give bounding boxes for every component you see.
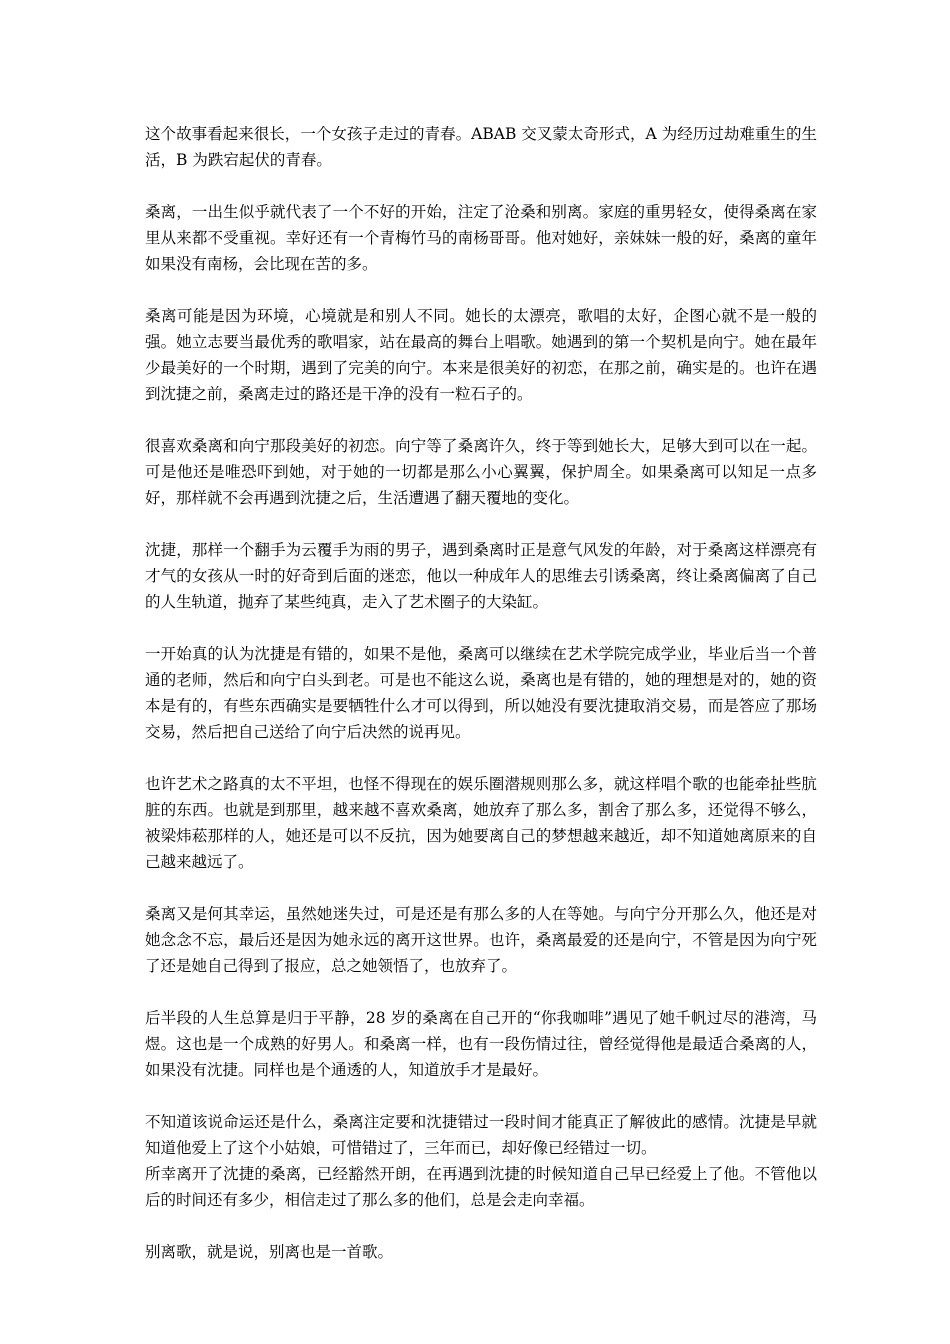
paragraph-6 — [145, 641, 817, 745]
paragraph-7 — [145, 771, 817, 875]
paragraph-3 — [145, 303, 817, 407]
paragraph-text: 所幸离开了沈捷的桑离，已经豁然开朗，在再遇到沈捷的时候知道自己早已经爱上了他。不管他以后的时间还有多少，相信走过了那么多的他们，总是会走向幸福。 — [145, 1165, 817, 1209]
paragraph-text: 很喜欢桑离和向宁那段美好的初恋。向宁等了桑离许久，终于等到她长大，足够大到可以在一起。可是他还是唯恐吓到她，对于她的一切都是那么小心翼翼，保护周全。如果桑离可以知足一点多好，那样就不会再遇到沈捷之后，生活遭遇了翻天覆地的变化。 — [145, 437, 817, 507]
paragraph-text: 一开始真的认为沈捷是有错的，如果不是他，桑离可以继续在艺术学院完成学业，毕业后当一个普通的老师，然后和向宁白头到老。可是也不能这么说，桑离也是有错的，她的理想是对的，她的资本是有的，有些东西确实是要牺牲什么才可以得到，所以她没有要沈捷取消交易，而是答应了那场交易，然后把自己送给了向宁后决然的说再见。 — [145, 645, 817, 741]
paragraph-text: 这个故事看起来很长，一个女孩子走过的青春。ABAB 交叉蒙太奇形式，A 为经历过劫难重生的生活，B 为跌宕起伏的青春。 — [145, 125, 817, 169]
paragraph-text: 也许艺术之路真的太不平坦，也怪不得现在的娱乐圈潜规则那么多，就这样唱个歌的也能牵扯些肮脏的东西。也就是到那里，越来越不喜欢桑离，她放弃了那么多，割舍了那么多，还觉得不够么，被梁炜菘那样的人，她还是可以不反抗，因为她要离自己的梦想越来越近，却不知道她离原来的自己越来越远了。 — [145, 775, 817, 871]
paragraph-4 — [145, 433, 817, 511]
paragraph-9 — [145, 1005, 817, 1083]
paragraph-11 — [145, 1239, 817, 1265]
paragraph-text: 桑离，一出生似乎就代表了一个不好的开始，注定了沧桑和别离。家庭的重男轻女，使得桑离在家里从来都不受重视。幸好还有一个青梅竹马的南杨哥哥。他对她好，亲妹妹一般的好，桑离的童年如果没有南杨，会比现在苦的多。 — [145, 203, 817, 273]
paragraph-text: 不知道该说命运还是什么，桑离注定要和沈捷错过一段时间才能真正了解彼此的感情。沈捷是早就知道他爱上了这个小姑娘，可惜错过了，三年而已，却好像已经错过一切。 — [145, 1113, 817, 1157]
document-body — [145, 121, 817, 1291]
paragraph-10 — [145, 1109, 817, 1213]
paragraph-8 — [145, 901, 817, 979]
paragraph-text: 别离歌，就是说，别离也是一首歌。 — [145, 1243, 394, 1261]
paragraph-5 — [145, 537, 817, 615]
paragraph-text: 桑离可能是因为环境，心境就是和别人不同。她长的太漂亮，歌唱的太好，企图心就不是一般的强。她立志要当最优秀的歌唱家，站在最高的舞台上唱歌。她遇到的第一个契机是向宁。她在最年少最美好的一个时期，遇到了完美的向宁。本来是很美好的初恋，在那之前，确实是的。也许在遇到沈捷之前，桑离走过的路还是干净的没有一粒石子的。 — [145, 307, 817, 403]
paragraph-1 — [145, 121, 817, 173]
paragraph-text: 沈捷，那样一个翻手为云覆手为雨的男子，遇到桑离时正是意气风发的年龄，对于桑离这样漂亮有才气的女孩从一时的好奇到后面的迷恋，他以一种成年人的思维去引诱桑离，终让桑离偏离了自己的人生轨道，抛弃了某些纯真，走入了艺术圈子的大染缸。 — [145, 541, 817, 611]
paragraph-text: 桑离又是何其幸运，虽然她迷失过，可是还是有那么多的人在等她。与向宁分开那么久，他还是对她念念不忘，最后还是因为她永远的离开这世界。也许，桑离最爱的还是向宁，不管是因为向宁死了还是她自己得到了报应，总之她领悟了，也放弃了。 — [145, 905, 817, 975]
paragraph-text: 后半段的人生总算是归于平静，28 岁的桑离在自己开的“你我咖啡”遇见了她千帆过尽的港湾，马煜。这也是一个成熟的好男人。和桑离一样，也有一段伤情过往，曾经觉得他是最适合桑离的人，如果没有沈捷。同样也是个通透的人，知道放手才是最好。 — [145, 1009, 817, 1079]
paragraph-2 — [145, 199, 817, 277]
